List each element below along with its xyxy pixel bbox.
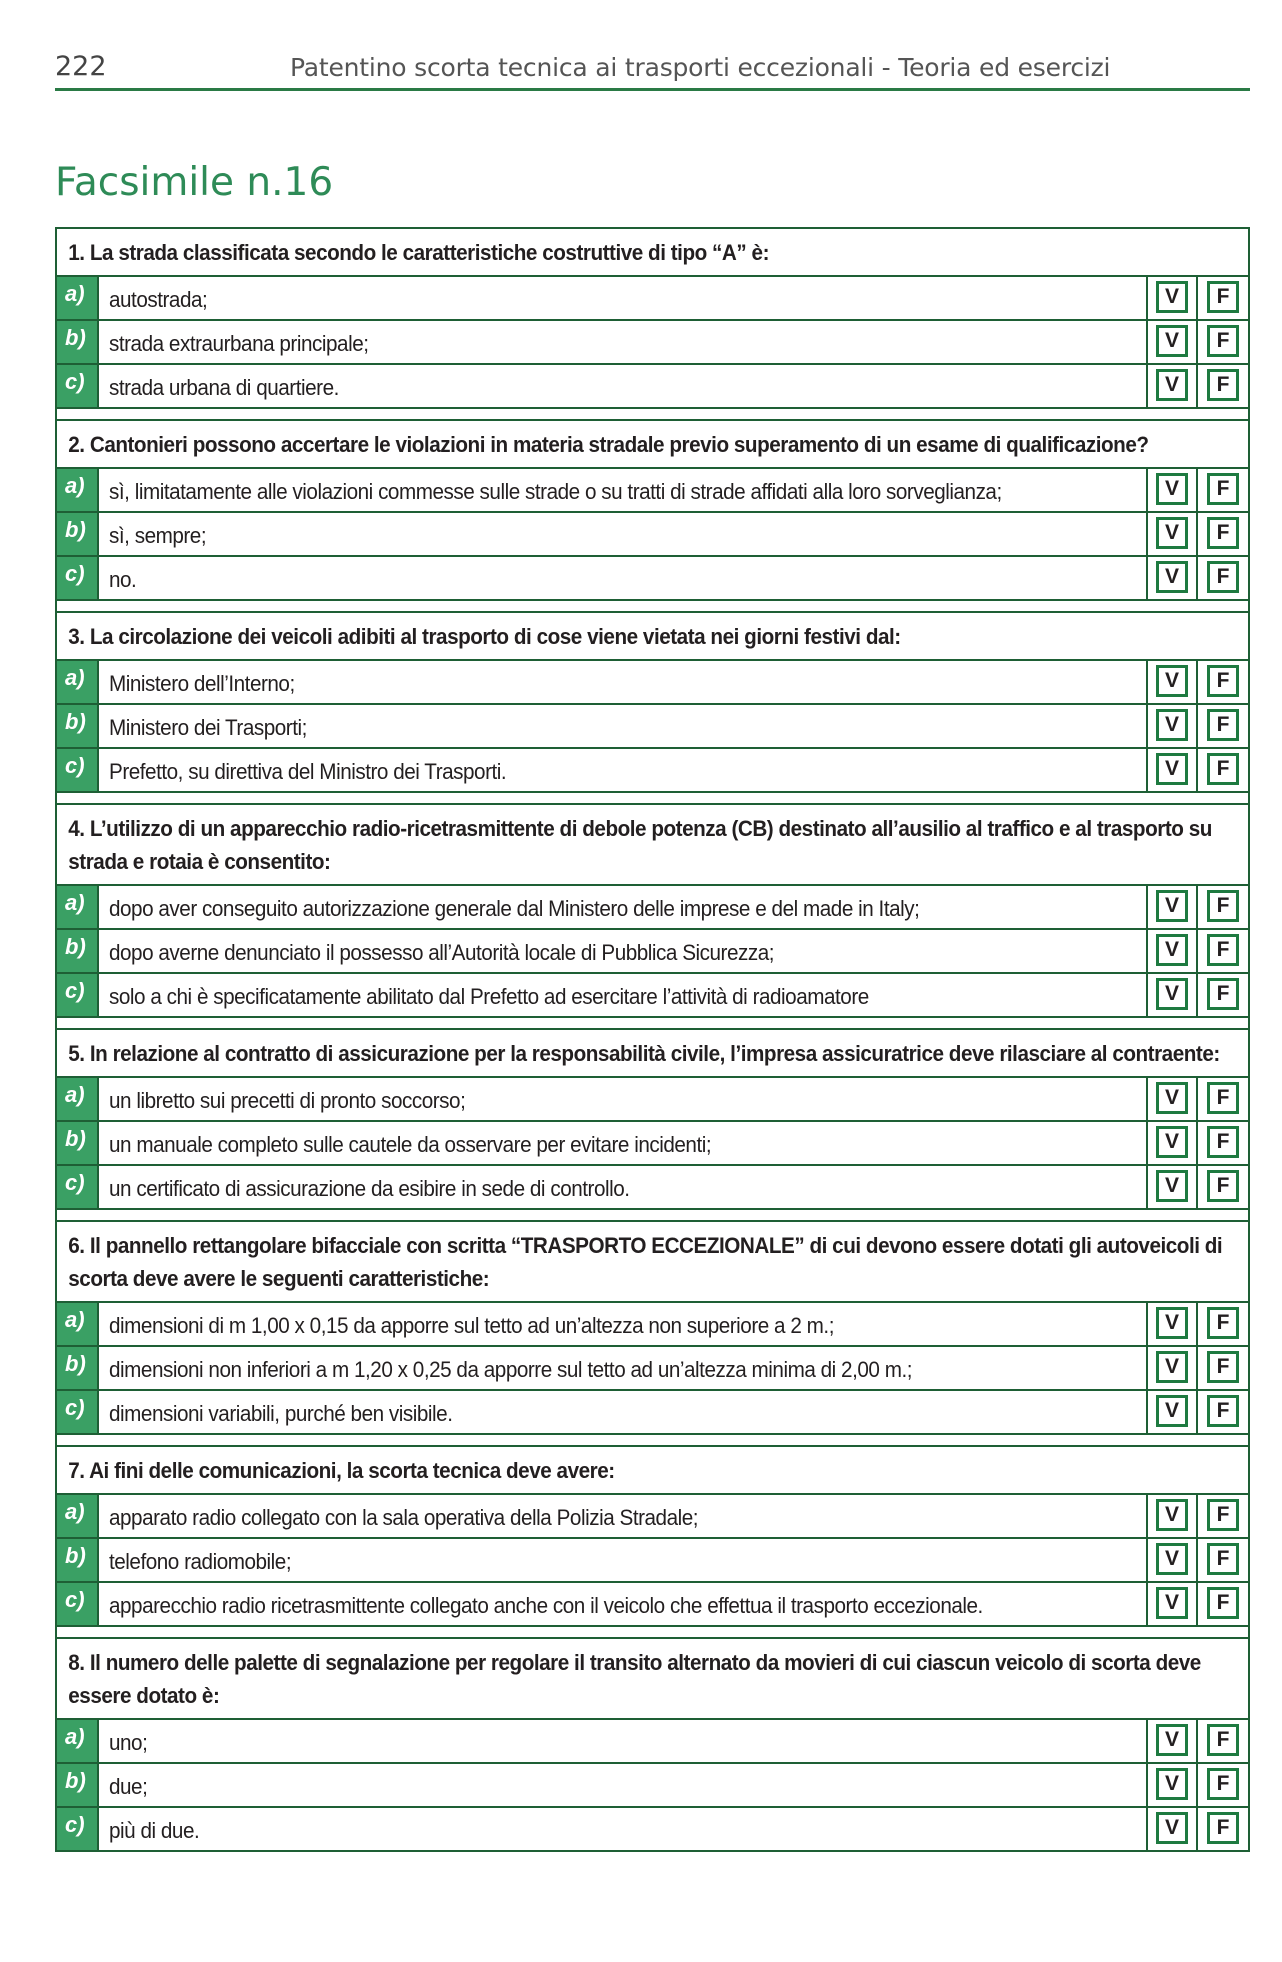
answer-text: strada extraurbana principale; bbox=[109, 331, 369, 356]
false-cell bbox=[1198, 1166, 1248, 1208]
answer-text-cell bbox=[99, 749, 1148, 791]
false-checkbox[interactable]: F bbox=[1207, 325, 1239, 357]
answer-text: solo a chi è specificatamente abilitato dal Prefetto ad esercitare l’attività di radioamatore bbox=[109, 984, 869, 1009]
answer-letter: b) bbox=[57, 513, 99, 555]
false-cell bbox=[1198, 321, 1248, 363]
false-cell bbox=[1198, 705, 1248, 747]
answer-text-cell bbox=[99, 930, 1148, 972]
true-checkbox[interactable]: V bbox=[1156, 753, 1188, 785]
question-separator bbox=[57, 1016, 1248, 1028]
false-cell bbox=[1198, 513, 1248, 555]
true-cell bbox=[1148, 705, 1198, 747]
answer-row bbox=[57, 1164, 1248, 1208]
answer-text: più di due. bbox=[109, 1818, 200, 1843]
false-checkbox[interactable]: F bbox=[1207, 1812, 1239, 1844]
true-checkbox[interactable]: V bbox=[1156, 1724, 1188, 1756]
answer-text-cell bbox=[99, 661, 1148, 703]
answer-text-cell bbox=[99, 1539, 1148, 1581]
answer-text: uno; bbox=[109, 1730, 148, 1755]
answer-text-cell bbox=[99, 277, 1148, 319]
answer-text-cell bbox=[99, 513, 1148, 555]
answer-row bbox=[57, 1076, 1248, 1120]
false-cell bbox=[1198, 1078, 1248, 1120]
answer-text-cell bbox=[99, 321, 1148, 363]
question-separator bbox=[57, 599, 1248, 611]
answer-row bbox=[57, 1806, 1248, 1850]
question-separator bbox=[57, 1208, 1248, 1220]
true-checkbox[interactable]: V bbox=[1156, 517, 1188, 549]
false-cell bbox=[1198, 1391, 1248, 1433]
question-text: 6. Il pannello rettangolare bifacciale con scritta “TRASPORTO ECCEZIONALE” di cui devono essere dotati gli autoveicoli di scorta deve avere le seguenti caratteristiche: bbox=[68, 1233, 1223, 1291]
answer-row bbox=[57, 1762, 1248, 1806]
answer-letter: c) bbox=[57, 1391, 99, 1433]
true-cell bbox=[1148, 513, 1198, 555]
answer-text: dopo averne denunciato il possesso all’Autorità locale di Pubblica Sicurezza; bbox=[109, 940, 775, 965]
false-checkbox[interactable]: F bbox=[1207, 1587, 1239, 1619]
answer-letter: a) bbox=[57, 661, 99, 703]
answer-letter: a) bbox=[57, 1303, 99, 1345]
answer-letter: b) bbox=[57, 321, 99, 363]
true-checkbox[interactable]: V bbox=[1156, 369, 1188, 401]
true-checkbox[interactable]: V bbox=[1156, 1499, 1188, 1531]
true-cell bbox=[1148, 469, 1198, 511]
false-cell bbox=[1198, 930, 1248, 972]
answer-text-cell bbox=[99, 1764, 1148, 1806]
true-checkbox[interactable]: V bbox=[1156, 1351, 1188, 1383]
false-checkbox[interactable]: F bbox=[1207, 281, 1239, 313]
true-checkbox[interactable]: V bbox=[1156, 709, 1188, 741]
false-cell bbox=[1198, 974, 1248, 1016]
answer-text: un certificato di assicurazione da esibire in sede di controllo. bbox=[109, 1176, 630, 1201]
question-block bbox=[57, 227, 1248, 407]
false-cell bbox=[1198, 365, 1248, 407]
answer-text-cell bbox=[99, 1808, 1148, 1850]
answer-row bbox=[57, 972, 1248, 1016]
question-block bbox=[57, 1028, 1248, 1208]
false-cell bbox=[1198, 661, 1248, 703]
false-cell bbox=[1198, 1539, 1248, 1581]
quiz-table bbox=[55, 227, 1250, 1852]
false-cell bbox=[1198, 1495, 1248, 1537]
answer-row bbox=[57, 1537, 1248, 1581]
true-checkbox[interactable]: V bbox=[1156, 1126, 1188, 1158]
answer-letter: a) bbox=[57, 277, 99, 319]
answer-text: telefono radiomobile; bbox=[109, 1549, 292, 1574]
false-cell bbox=[1198, 1764, 1248, 1806]
answer-text: sì, limitatamente alle violazioni commesse sulle strade o su tratti di strade affidati alla loro sorveglianza; bbox=[109, 479, 1002, 504]
answer-text-cell bbox=[99, 1078, 1148, 1120]
false-checkbox[interactable]: F bbox=[1207, 1307, 1239, 1339]
answer-row bbox=[57, 363, 1248, 407]
false-checkbox[interactable]: F bbox=[1207, 1170, 1239, 1202]
false-cell bbox=[1198, 1303, 1248, 1345]
answer-text: un libretto sui precetti di pronto soccorso; bbox=[109, 1088, 466, 1113]
true-cell bbox=[1148, 930, 1198, 972]
false-cell bbox=[1198, 1583, 1248, 1625]
true-checkbox[interactable]: V bbox=[1156, 473, 1188, 505]
answer-row bbox=[57, 467, 1248, 511]
answer-text: un manuale completo sulle cautele da osservare per evitare incidenti; bbox=[109, 1132, 712, 1157]
answer-text: Ministero dell’Interno; bbox=[109, 671, 295, 696]
false-checkbox[interactable]: F bbox=[1207, 753, 1239, 785]
true-checkbox[interactable]: V bbox=[1156, 890, 1188, 922]
true-cell bbox=[1148, 1347, 1198, 1389]
true-checkbox[interactable]: V bbox=[1156, 934, 1188, 966]
question-separator bbox=[57, 1433, 1248, 1445]
question-text: 3. La circolazione dei veicoli adibiti al trasporto di cose viene vietata nei giorni festivi dal: bbox=[68, 624, 901, 649]
false-cell bbox=[1198, 1122, 1248, 1164]
false-checkbox[interactable]: F bbox=[1207, 890, 1239, 922]
answer-letter: c) bbox=[57, 365, 99, 407]
answer-letter: b) bbox=[57, 1347, 99, 1389]
answer-text: Prefetto, su direttiva del Ministro dei Trasporti. bbox=[109, 759, 507, 784]
true-checkbox[interactable]: V bbox=[1156, 665, 1188, 697]
question-separator bbox=[57, 1625, 1248, 1637]
answer-text-cell bbox=[99, 1303, 1148, 1345]
answer-text: dimensioni non inferiori a m 1,20 x 0,25 da apporre sul tetto ad un’altezza minima di 2,00 m.; bbox=[109, 1357, 913, 1382]
true-checkbox[interactable]: V bbox=[1156, 1768, 1188, 1800]
answer-text: apparecchio radio ricetrasmittente collegato anche con il veicolo che effettua il trasporto eccezionale. bbox=[109, 1593, 983, 1618]
answer-text: apparato radio collegato con la sala operativa della Polizia Stradale; bbox=[109, 1505, 699, 1530]
answer-text-cell bbox=[99, 705, 1148, 747]
running-title: Patentino scorta tecnica ai trasporti eccezionali - Teoria ed esercizi bbox=[290, 53, 1111, 82]
false-checkbox[interactable]: F bbox=[1207, 1768, 1239, 1800]
answer-row bbox=[57, 1718, 1248, 1762]
answer-row bbox=[57, 884, 1248, 928]
answer-row bbox=[57, 703, 1248, 747]
true-checkbox[interactable]: V bbox=[1156, 561, 1188, 593]
answer-row bbox=[57, 275, 1248, 319]
false-cell bbox=[1198, 277, 1248, 319]
answer-text-cell bbox=[99, 1583, 1148, 1625]
answer-row bbox=[57, 747, 1248, 791]
answer-text: dimensioni di m 1,00 x 0,15 da apporre sul tetto ad un’altezza non superiore a 2 m.; bbox=[109, 1313, 834, 1338]
true-cell bbox=[1148, 1303, 1198, 1345]
false-checkbox[interactable]: F bbox=[1207, 561, 1239, 593]
true-cell bbox=[1148, 1495, 1198, 1537]
true-cell bbox=[1148, 1808, 1198, 1850]
question-text: 5. In relazione al contratto di assicurazione per la responsabilità civile, l’impresa assicuratrice deve rilasciare al contraente: bbox=[68, 1041, 1220, 1066]
answer-text-cell bbox=[99, 1122, 1148, 1164]
answer-letter: c) bbox=[57, 749, 99, 791]
false-checkbox[interactable]: F bbox=[1207, 1499, 1239, 1531]
answer-letter: a) bbox=[57, 1078, 99, 1120]
page-header bbox=[55, 48, 1250, 91]
answer-text: strada urbana di quartiere. bbox=[109, 375, 339, 400]
page-number: 222 bbox=[55, 51, 107, 82]
true-checkbox[interactable]: V bbox=[1156, 1170, 1188, 1202]
answer-text-cell bbox=[99, 1495, 1148, 1537]
answer-text-cell bbox=[99, 1347, 1148, 1389]
true-cell bbox=[1148, 749, 1198, 791]
true-cell bbox=[1148, 1122, 1198, 1164]
answer-row bbox=[57, 928, 1248, 972]
false-cell bbox=[1198, 1720, 1248, 1762]
answer-row bbox=[57, 511, 1248, 555]
true-checkbox[interactable]: V bbox=[1156, 978, 1188, 1010]
answer-row bbox=[57, 1389, 1248, 1433]
true-cell bbox=[1148, 886, 1198, 928]
true-checkbox[interactable]: V bbox=[1156, 1812, 1188, 1844]
true-cell bbox=[1148, 557, 1198, 599]
answer-text: due; bbox=[109, 1774, 148, 1799]
true-checkbox[interactable]: V bbox=[1156, 281, 1188, 313]
false-checkbox[interactable]: F bbox=[1207, 1543, 1239, 1575]
question-block bbox=[57, 1220, 1248, 1433]
answer-text-cell bbox=[99, 469, 1148, 511]
true-checkbox[interactable]: V bbox=[1156, 1307, 1188, 1339]
answer-letter: c) bbox=[57, 557, 99, 599]
true-cell bbox=[1148, 661, 1198, 703]
true-cell bbox=[1148, 1078, 1198, 1120]
false-checkbox[interactable]: F bbox=[1207, 1351, 1239, 1383]
false-checkbox[interactable]: F bbox=[1207, 473, 1239, 505]
false-checkbox[interactable]: F bbox=[1207, 934, 1239, 966]
page-title: Facsimile n.16 bbox=[55, 160, 334, 205]
true-cell bbox=[1148, 1720, 1198, 1762]
answer-letter: c) bbox=[57, 1583, 99, 1625]
true-cell bbox=[1148, 974, 1198, 1016]
question-text: 7. Ai fini delle comunicazioni, la scorta tecnica deve avere: bbox=[68, 1458, 615, 1483]
true-cell bbox=[1148, 1583, 1198, 1625]
answer-letter: a) bbox=[57, 886, 99, 928]
answer-row bbox=[57, 555, 1248, 599]
answer-row bbox=[57, 659, 1248, 703]
answer-row bbox=[57, 319, 1248, 363]
question-block bbox=[57, 1445, 1248, 1625]
answer-text-cell bbox=[99, 557, 1148, 599]
true-cell bbox=[1148, 1539, 1198, 1581]
true-cell bbox=[1148, 1166, 1198, 1208]
question-separator bbox=[57, 407, 1248, 419]
true-cell bbox=[1148, 1764, 1198, 1806]
true-checkbox[interactable]: V bbox=[1156, 1543, 1188, 1575]
question-block bbox=[57, 803, 1248, 1016]
answer-letter: b) bbox=[57, 930, 99, 972]
false-cell bbox=[1198, 886, 1248, 928]
false-checkbox[interactable]: F bbox=[1207, 1082, 1239, 1114]
answer-text-cell bbox=[99, 974, 1148, 1016]
question-text: 4. L’utilizzo di un apparecchio radio-ricetrasmittente di debole potenza (CB) destinato all’ausilio al traffico e al trasporto su strada e rotaia è consentito: bbox=[68, 816, 1212, 874]
true-checkbox[interactable]: V bbox=[1156, 1082, 1188, 1114]
answer-text: autostrada; bbox=[109, 287, 208, 312]
false-checkbox[interactable]: F bbox=[1207, 369, 1239, 401]
true-checkbox[interactable]: V bbox=[1156, 1395, 1188, 1427]
answer-text: no. bbox=[109, 567, 137, 592]
false-cell bbox=[1198, 1347, 1248, 1389]
question-text: 1. La strada classificata secondo le caratteristiche costruttive di tipo “A” è: bbox=[68, 240, 769, 265]
answer-text-cell bbox=[99, 1720, 1148, 1762]
true-cell bbox=[1148, 321, 1198, 363]
answer-row bbox=[57, 1581, 1248, 1625]
answer-letter: b) bbox=[57, 1122, 99, 1164]
false-cell bbox=[1198, 749, 1248, 791]
answer-row bbox=[57, 1301, 1248, 1345]
answer-text: sì, sempre; bbox=[109, 523, 207, 548]
true-checkbox[interactable]: V bbox=[1156, 1587, 1188, 1619]
false-cell bbox=[1198, 557, 1248, 599]
question-block bbox=[57, 419, 1248, 599]
true-cell bbox=[1148, 277, 1198, 319]
answer-text-cell bbox=[99, 1391, 1148, 1433]
true-cell bbox=[1148, 365, 1198, 407]
answer-letter: a) bbox=[57, 469, 99, 511]
question-text: 2. Cantonieri possono accertare le violazioni in materia stradale previo superamento di un esame di qualificazione? bbox=[68, 432, 1149, 457]
answer-letter: c) bbox=[57, 1808, 99, 1850]
answer-text: Ministero dei Trasporti; bbox=[109, 715, 307, 740]
answer-text: dopo aver conseguito autorizzazione generale dal Ministero delle imprese e del made in Italy; bbox=[109, 896, 920, 921]
false-checkbox[interactable]: F bbox=[1207, 665, 1239, 697]
question-text: 8. Il numero delle palette di segnalazione per regolare il transito alternato da movieri di cui ciascun veicolo di scorta deve essere dotato è: bbox=[68, 1650, 1201, 1708]
answer-letter: a) bbox=[57, 1495, 99, 1537]
false-checkbox[interactable]: F bbox=[1207, 1724, 1239, 1756]
answer-row bbox=[57, 1493, 1248, 1537]
false-cell bbox=[1198, 1808, 1248, 1850]
question-block bbox=[57, 611, 1248, 791]
false-checkbox[interactable]: F bbox=[1207, 978, 1239, 1010]
answer-letter: b) bbox=[57, 1764, 99, 1806]
answer-text-cell bbox=[99, 1166, 1148, 1208]
answer-letter: b) bbox=[57, 705, 99, 747]
true-checkbox[interactable]: V bbox=[1156, 325, 1188, 357]
answer-letter: c) bbox=[57, 1166, 99, 1208]
false-checkbox[interactable]: F bbox=[1207, 517, 1239, 549]
answer-row bbox=[57, 1120, 1248, 1164]
true-cell bbox=[1148, 1391, 1198, 1433]
answer-letter: c) bbox=[57, 974, 99, 1016]
answer-row bbox=[57, 1345, 1248, 1389]
answer-text: dimensioni variabili, purché ben visibile. bbox=[109, 1401, 453, 1426]
false-checkbox[interactable]: F bbox=[1207, 709, 1239, 741]
answer-letter: b) bbox=[57, 1539, 99, 1581]
false-checkbox[interactable]: F bbox=[1207, 1126, 1239, 1158]
answer-text-cell bbox=[99, 365, 1148, 407]
answer-letter: a) bbox=[57, 1720, 99, 1762]
false-checkbox[interactable]: F bbox=[1207, 1395, 1239, 1427]
question-block bbox=[57, 1637, 1248, 1850]
question-separator bbox=[57, 791, 1248, 803]
false-cell bbox=[1198, 469, 1248, 511]
answer-text-cell bbox=[99, 886, 1148, 928]
